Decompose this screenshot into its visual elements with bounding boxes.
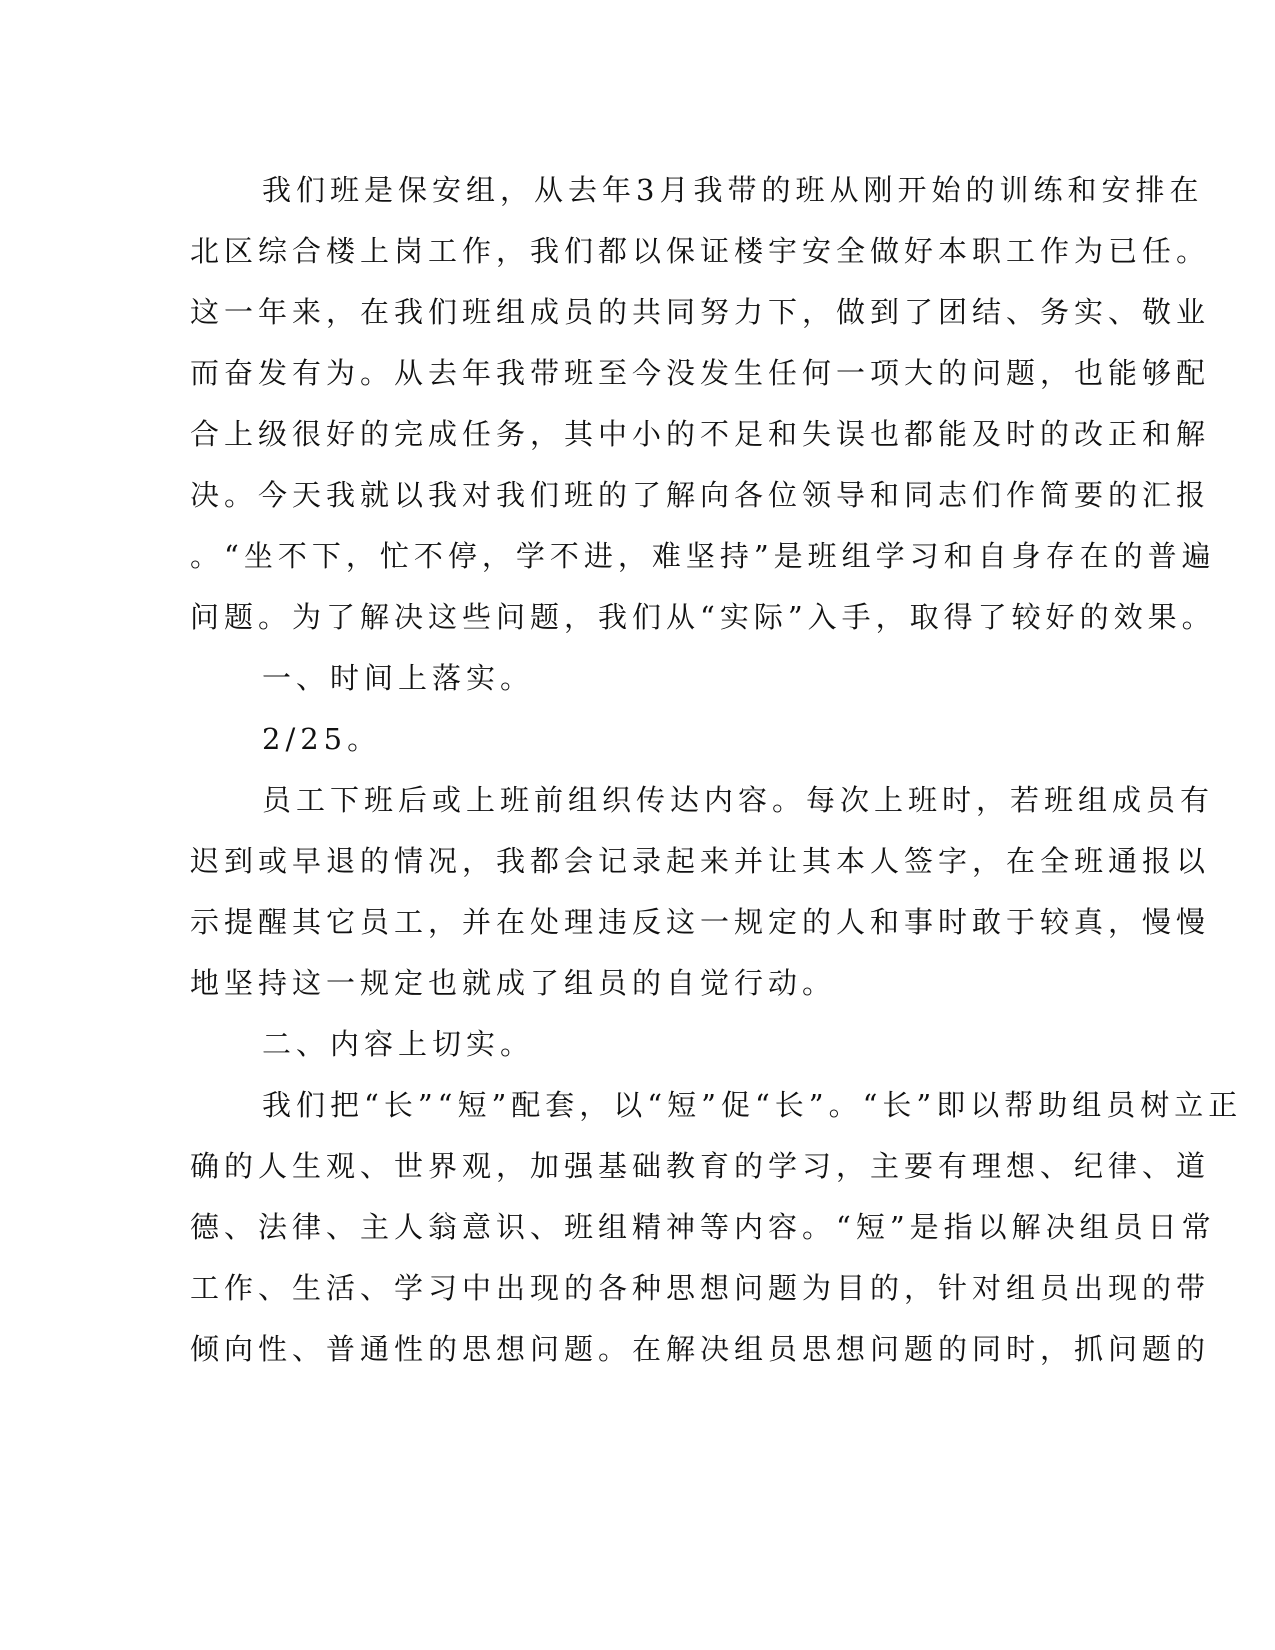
paragraph-1-line-5: 合上级很好的完成任务，其中小的不足和失误也都能及时的改正和解 [190,417,1211,451]
paragraph-2-line-4: 地坚持这一规定也就成了组员的自觉行动。 [190,966,837,1000]
paragraph-1-line-2: 北区综合楼上岗工作，我们都以保证楼宇安全做好本职工作为已任。 [190,234,1211,268]
section-heading-1: 一、时间上落实。 [262,661,535,695]
paragraph-2-line-2: 迟到或早退的情况，我都会记录起来并让其本人签字，在全班通报以 [190,844,1211,878]
page-indicator: 2/25。 [262,722,382,756]
section-heading-2: 二、内容上切实。 [262,1027,535,1061]
paragraph-3-line-3: 德、法律、主人翁意识、班组精神等内容。“短”是指以解决组员日常 [190,1210,1216,1244]
paragraph-1-line-3: 这一年来，在我们班组成员的共同努力下，做到了团结、务实、敬业 [190,295,1211,329]
paragraph-1-line-4: 而奋发有为。从去年我带班至今没发生任何一项大的问题，也能够配 [190,356,1211,390]
paragraph-3-line-2: 确的人生观、世界观，加强基础教育的学习，主要有理想、纪律、道 [190,1149,1211,1183]
paragraph-3-line-1: 我们把“长”“短”配套，以“短”促“长”。“长”即以帮助组员树立正 [262,1088,1243,1122]
paragraph-2-line-1: 员工下班后或上班前组织传达内容。每次上班时，若班组成员有 [262,783,1215,817]
paragraph-1-line-6: 决。今天我就以我对我们班的了解向各位领导和同志们作简要的汇报 [190,478,1211,512]
paragraph-1-line-1: 我们班是保安组，从去年3月我带的班从刚开始的训练和安排在 [262,173,1204,207]
paragraph-1-line-8: 问题。为了解决这些问题，我们从“实际”入手，取得了较好的效果。 [190,600,1216,634]
paragraph-1-line-7: 。“坐不下，忙不停，学不进，难坚持”是班组学习和自身存在的普遍 [190,539,1216,573]
paragraph-3-line-5: 倾向性、普通性的思想问题。在解决组员思想问题的同时，抓问题的 [190,1332,1211,1366]
document-body [190,160,1243,1380]
paragraph-2-line-3: 示提醒其它员工，并在处理违反这一规定的人和事时敢于较真，慢慢 [190,905,1211,939]
paragraph-3-line-4: 工作、生活、学习中出现的各种思想问题为目的，针对组员出现的带 [190,1271,1211,1305]
